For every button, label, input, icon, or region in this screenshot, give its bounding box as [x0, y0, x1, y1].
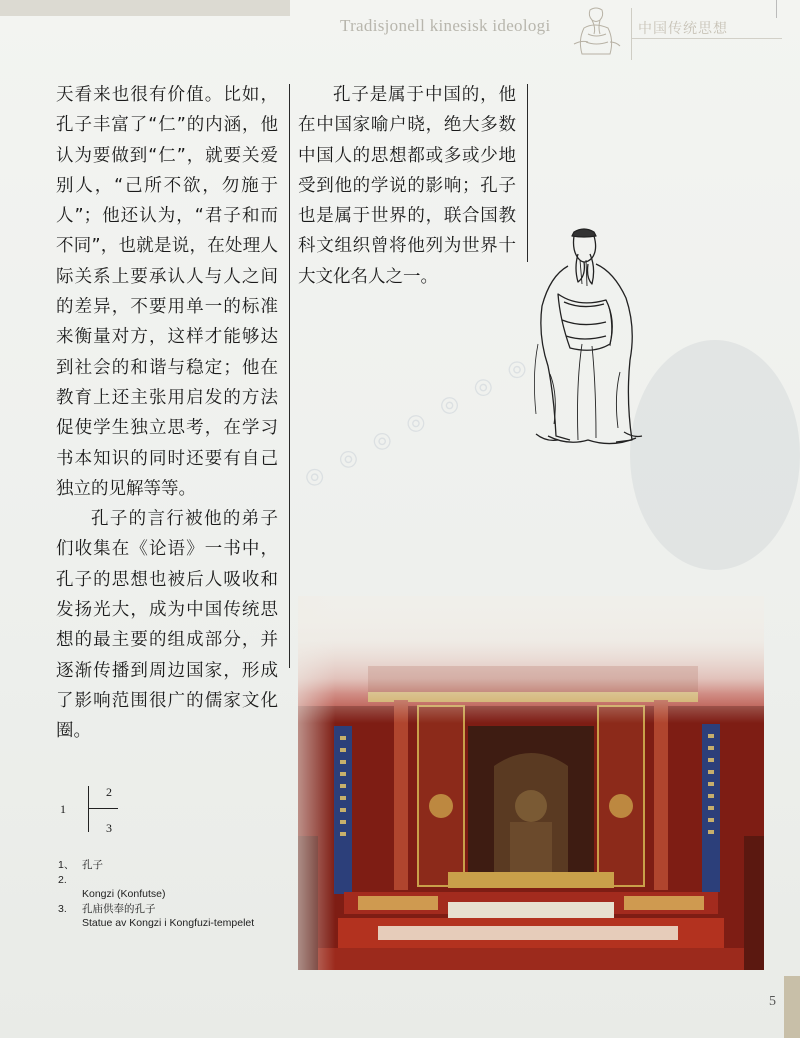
- caption-line: [58, 902, 298, 917]
- body-text-left-column: [56, 80, 278, 747]
- figure-index-horizontal-rule: [88, 808, 118, 809]
- body-text-right-column: [298, 80, 516, 292]
- publisher-watermark: ◎ ◎ ◎ ◎ ◎ ◎ ◎: [300, 350, 537, 493]
- figure-index-diagram: [60, 776, 140, 836]
- caption-number: 3.: [58, 902, 67, 915]
- caption-norwegian: Kongzi (Konfutse): [82, 888, 166, 900]
- temple-altar-photo: [298, 596, 764, 970]
- paragraph: 孔子是属于中国的，他在中国家喻户晓，绝大多数中国人的思想都或多或少地受到他的学说的影响；孔子也是属于世界的，联合国教科文组织曾将他列为世界十大文化名人之一。: [298, 85, 516, 287]
- header-tab-strip: [0, 0, 290, 16]
- paragraph: 孔子的言行被他的弟子们收集在《论语》一书中，孔子的思想也被后人吸收和发扬光大，成为中国传统思想的最主要的组成部分，并逐渐传播到周边国家，形成了影响范围很广的儒家文化圈。: [56, 509, 278, 742]
- caption-norwegian: Statue av Kongzi i Kongfuzi-tempelet: [82, 917, 255, 929]
- header-divider: [631, 8, 632, 60]
- confucius-line-drawing: [528, 224, 646, 450]
- caption-chinese: 孔庙供奉的孔子: [82, 902, 156, 915]
- confucius-sketch-icon: [566, 4, 624, 56]
- figure-number-1: 1: [60, 802, 66, 816]
- figure-index-vertical-rule: [88, 786, 89, 832]
- page-number: 5: [769, 994, 776, 1009]
- running-header-title: Tradisjonell kinesisk ideologi: [340, 16, 551, 35]
- background-watermark: [630, 340, 800, 570]
- caption-number: 1、2.: [58, 859, 75, 886]
- figure-number-3: 3: [106, 821, 112, 835]
- figure-number-2: 2: [106, 785, 112, 799]
- page-edge-strip: [784, 976, 800, 1038]
- header-rule: [632, 38, 782, 39]
- figure-captions: [58, 858, 298, 931]
- column-rule-left: [289, 84, 290, 668]
- caption-line: [58, 858, 298, 887]
- crop-mark: [776, 0, 777, 18]
- paragraph: 天看来也很有价值。比如，孔子丰富了“仁”的内涵，他认为要做到“仁”，就要关爱别人，“己所不欲，勿施于人”；他还认为，“君子和而不同”，也就是说，在处理人际关系上要承认人与人之间的差异，不要用单一的标准来衡量对方，这样才能够达到社会的和谐与稳定；他在教育上还主张用启发的方法促使学生独立思考，在学习书本知识的同时还要有自己独立的见解等等。: [56, 85, 278, 499]
- running-header-chinese: 中国传统思想: [638, 21, 728, 37]
- caption-chinese: 孔子: [82, 859, 103, 871]
